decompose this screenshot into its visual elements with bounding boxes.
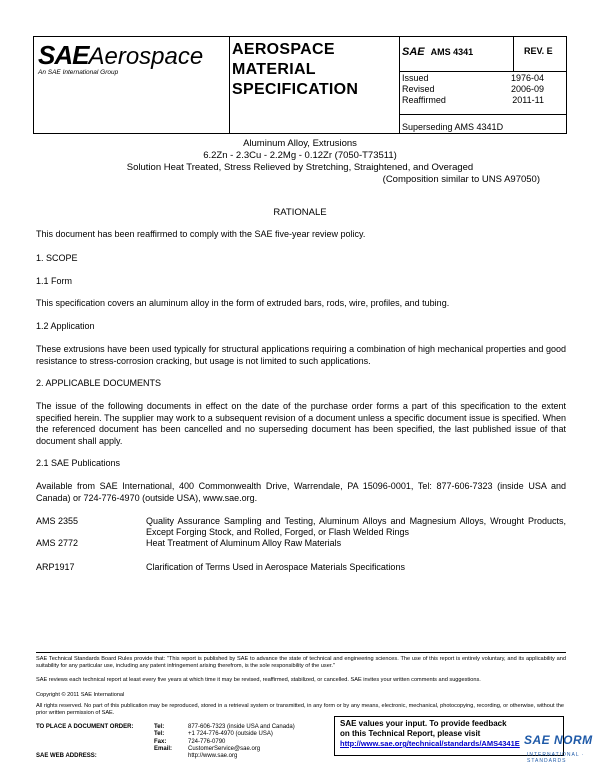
reference-item [36, 516, 566, 538]
rationale-heading: RATIONALE [273, 207, 327, 218]
reference-list [36, 516, 566, 573]
reference-code: AMS 2772 [36, 538, 79, 548]
ams-number [402, 46, 473, 58]
logo-subtitle: An SAE International Group [38, 69, 119, 76]
footer-notice: SAE Technical Standards Board Rules provide that: "This report is published by SAE to advance the state of technical and engineering sciences. The use of this report is entirely voluntary, and its applicability and suitability for any particular use, including any patent infringement arising therefrom, is the sole responsibility of the user." [36, 656, 566, 669]
section-heading: 2. APPLICABLE DOCUMENTS [36, 378, 162, 388]
revision-label: REV. E [524, 46, 553, 56]
order-value: +1 724-776-4970 (outside USA) [188, 731, 273, 738]
paragraph: This specification covers an aluminum alloy in the form of extruded bars, rods, wire, profiles, and tubing. [36, 298, 450, 308]
feedback-text: SAE values your input. To provide feedback [340, 719, 507, 728]
section-heading: 1. SCOPE [36, 253, 78, 263]
footer-notice: SAE reviews each technical report at least every five years at which time it may be revised, reaffirmed, stabilized, or cancelled. SAE invites your written comments and suggestions. [36, 677, 481, 683]
web-label: SAE WEB ADDRESS: [36, 753, 97, 760]
feedback-text: on this Technical Report, please visit [340, 729, 481, 738]
title-line: AEROSPACE [232, 41, 335, 58]
date-block [402, 73, 544, 106]
date-label: Revised [402, 84, 435, 94]
subject-line: Aluminum Alloy, Extrusions [243, 138, 357, 149]
subject-line: Solution Heat Treated, Stress Relieved by Stretching, Straightened, and Overaged [126, 162, 474, 173]
order-key: Fax: [154, 738, 167, 745]
order-value: 877-606-7323 (inside USA and Canada) [188, 724, 295, 730]
feedback-link[interactable]: http://www.sae.org/technical/standards/AMS4341E [340, 739, 520, 748]
reference-code: AMS 2355 [36, 516, 79, 526]
watermark-subtitle: INTERNATIONAL · STANDARDS [527, 752, 585, 764]
reference-desc: Quality Assurance Sampling and Testing, Aluminum Alloys and Magnesium Alloys, Wrought Products, Except Forging Stock, and Rolled, Forged, or Flash Welded Rings [146, 516, 566, 537]
title-line: MATERIAL [232, 61, 316, 78]
order-key: Email: [154, 745, 173, 752]
subject-line: (Composition similar to UNS A97050) [382, 174, 540, 185]
reference-item [36, 562, 566, 573]
title-line: SPECIFICATION [232, 81, 359, 98]
reference-item [36, 538, 566, 549]
watermark-logo: SAE NORM [524, 733, 593, 747]
paragraph: These extrusions have been used typically for structural applications requiring a combination of high mechanical properties and good resistance to stress-corrosion cracking, but usage is not limited to such applications. [36, 344, 566, 366]
web-value[interactable]: http://www.sae.org [188, 753, 238, 760]
section-heading: 2.1 SAE Publications [36, 458, 121, 468]
reference-desc: Clarification of Terms Used in Aerospace Materials Specifications [146, 562, 405, 572]
subject-block [60, 138, 540, 186]
date-label: Issued [402, 73, 429, 83]
order-value: 724-776-0790 [188, 738, 226, 745]
order-info [36, 724, 295, 760]
rationale-text: This document has been reaffirmed to comply with the SAE five-year review policy. [36, 229, 366, 239]
logo-sae-text: SAE [38, 40, 89, 70]
footer-notice: All rights reserved. No part of this publication may be reproduced, stored in a retrieval system or transmitted, in any form or by any means, electronic, mechanical, photocopying, recording, or otherwise, without the prior written permission of SAE. [36, 703, 564, 716]
reference-desc: Heat Treatment of Aluminum Alloy Raw Materials [146, 538, 342, 548]
superseding-note: Superseding AMS 4341D [402, 122, 504, 132]
date-label: Reaffirmed [402, 95, 446, 105]
footer-divider [36, 652, 566, 653]
reference-code: ARP1917 [36, 562, 75, 572]
order-value: CustomerService@sae.org [188, 745, 261, 752]
date-value: 2006-09 [510, 84, 544, 94]
document-title [232, 40, 358, 100]
order-label: TO PLACE A DOCUMENT ORDER: [36, 724, 134, 730]
section-heading: 1.2 Application [36, 321, 95, 331]
order-key: Tel: [154, 724, 165, 730]
copyright: Copyright © 2011 SAE International [36, 692, 125, 698]
paragraph: Available from SAE International, 400 Commonwealth Drive, Warrendale, PA 15096-0001, Tel: 877-606-7323 (inside USA and Canada) or 724-776-4970 (outside USA), www.sae.org. [36, 481, 566, 503]
sae-aerospace-logo [38, 40, 203, 76]
ams-number-text: AMS 4341 [430, 47, 474, 57]
date-value: 2011-11 [512, 95, 544, 105]
date-value: 1976-04 [510, 73, 544, 83]
paragraph: The issue of the following documents in effect on the date of the purchase order forms a part of this specification to the extent specified herein. The supplier may work to a subsequent revision of a document unless a specific document issue is specified. When the referenced document has been cancelled and no superseding document has been specified, the last published issue of that document shall apply. [36, 401, 566, 446]
order-key: Tel: [154, 731, 165, 738]
sae-mark: SAE [402, 46, 425, 58]
subject-line: 6.2Zn - 2.3Cu - 2.2Mg - 0.12Zr (7050-T73511) [203, 150, 397, 161]
section-heading: 1.1 Form [36, 276, 73, 286]
logo-aerospace-text: Aerospace [88, 43, 204, 70]
